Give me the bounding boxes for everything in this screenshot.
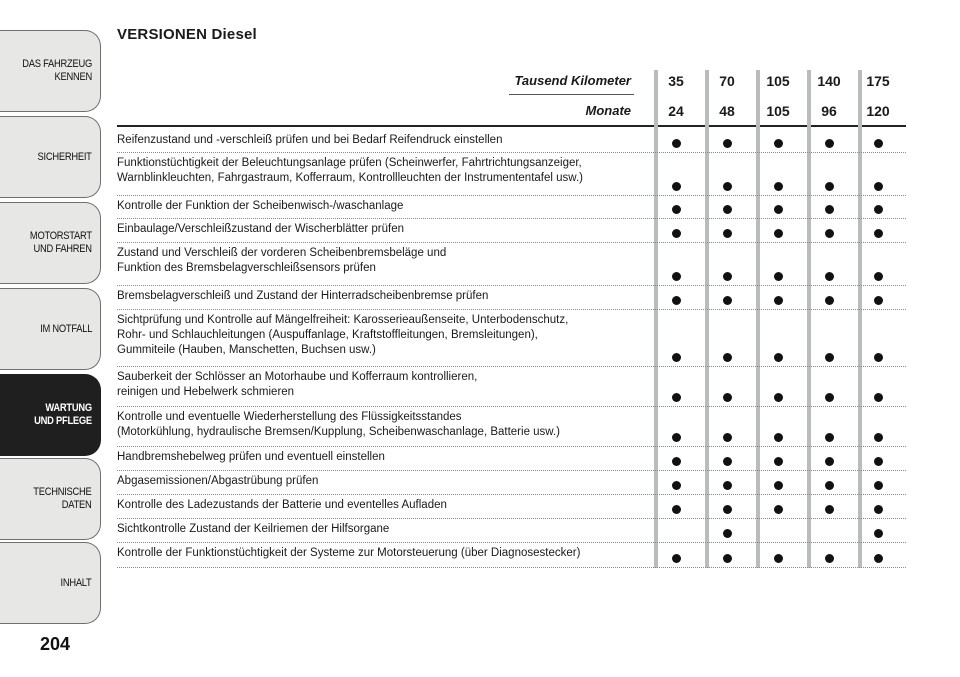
table-row — [117, 310, 906, 367]
row-description-line: Sichtkontrolle Zustand der Keilriemen der Hilfsorgane — [117, 523, 390, 535]
service-mark-dot — [774, 205, 783, 214]
row-description-line: Abgasemissionen/Abgastrübung prüfen — [117, 475, 319, 487]
row-description — [117, 546, 657, 561]
row-description-line: Kontrolle des Ladezustands der Batterie und eventelles Aufladen — [117, 499, 447, 511]
service-mark-dot — [874, 393, 883, 402]
km-interval: 70 — [719, 73, 735, 89]
row-description — [117, 133, 657, 148]
row-description-line: Reifenzustand und -verschleiß prüfen und bei Bedarf Reifendruck einstellen — [117, 134, 503, 146]
service-mark-dot — [825, 505, 834, 514]
service-mark-dot — [774, 272, 783, 281]
row-description — [117, 474, 657, 489]
table-row — [117, 407, 906, 447]
service-mark-dot — [774, 296, 783, 305]
service-mark-dot — [825, 296, 834, 305]
service-mark-dot — [825, 229, 834, 238]
row-description — [117, 522, 657, 537]
service-mark-dot — [825, 139, 834, 148]
service-mark-dot — [774, 554, 783, 563]
table-row — [117, 286, 906, 310]
chapter-tab-4[interactable] — [0, 288, 101, 370]
row-description — [117, 246, 657, 276]
row-description-line: Kontrolle der Funktionstüchtigkeit der Systeme zur Motorsteuerung (über Diagnosestecker) — [117, 547, 581, 559]
table-row — [117, 243, 906, 286]
service-mark-dot — [672, 433, 681, 442]
service-mark-dot — [723, 182, 732, 191]
month-interval: 24 — [668, 103, 684, 119]
service-mark-dot — [874, 481, 883, 490]
row-description-line: (Motorkühlung, hydraulische Bremsen/Kupplung, Scheibenwaschanlage, Batterie usw.) — [117, 426, 561, 438]
table-row — [117, 471, 906, 495]
month-interval: 105 — [766, 103, 790, 119]
service-mark-dot — [774, 433, 783, 442]
table-row — [117, 495, 906, 519]
service-mark-dot — [672, 296, 681, 305]
service-mark-dot — [723, 353, 732, 362]
service-mark-dot — [825, 457, 834, 466]
row-description-line: Kontrolle der Funktion der Scheibenwisch-/waschanlage — [117, 200, 404, 212]
service-mark-dot — [672, 505, 681, 514]
service-mark-dot — [874, 457, 883, 466]
chapter-tab-7[interactable] — [0, 542, 101, 624]
service-mark-dot — [723, 481, 732, 490]
chapter-tab-6[interactable] — [0, 458, 101, 540]
service-mark-dot — [825, 393, 834, 402]
service-mark-dot — [825, 182, 834, 191]
table-row — [117, 130, 906, 153]
service-mark-dot — [825, 205, 834, 214]
service-mark-dot — [774, 353, 783, 362]
service-mark-dot — [874, 272, 883, 281]
header-rule — [117, 125, 906, 127]
header-months-label: Monate — [585, 103, 631, 118]
service-mark-dot — [774, 229, 783, 238]
service-mark-dot — [672, 481, 681, 490]
service-mark-dot — [874, 554, 883, 563]
row-description-line: Sauberkeit der Schlösser an Motorhaube und Kofferraum kontrollieren, — [117, 371, 478, 383]
month-interval: 48 — [719, 103, 735, 119]
service-mark-dot — [672, 229, 681, 238]
chapter-tab-1[interactable] — [0, 30, 101, 112]
chapter-tab-2[interactable] — [0, 116, 101, 198]
chapter-tab-label: WARTUNG UND PFLEGE — [34, 402, 92, 427]
row-description — [117, 156, 657, 186]
service-mark-dot — [874, 529, 883, 538]
table-row — [117, 543, 906, 568]
row-description — [117, 410, 657, 440]
row-description-line: Funktionstüchtigkeit der Beleuchtungsanlage prüfen (Scheinwerfer, Fahrtrichtungsanzeiger, — [117, 157, 582, 169]
chapter-tab-label: TECHNISCHE DATEN — [33, 486, 92, 511]
service-mark-dot — [723, 393, 732, 402]
table-row — [117, 153, 906, 196]
service-mark-dot — [774, 505, 783, 514]
month-interval: 96 — [821, 103, 837, 119]
row-description-line: reinigen und Hebelwerk schmieren — [117, 386, 295, 398]
service-mark-dot — [825, 433, 834, 442]
row-description-line: Gummiteile (Hauben, Manschetten, Buchsen usw.) — [117, 344, 376, 356]
table-row — [117, 219, 906, 243]
row-description — [117, 199, 657, 214]
service-mark-dot — [672, 353, 681, 362]
service-mark-dot — [774, 139, 783, 148]
row-description-line: Funktion des Bremsbelagverschleißsensors prüfen — [117, 262, 376, 274]
service-mark-dot — [723, 529, 732, 538]
km-interval: 35 — [668, 73, 684, 89]
service-mark-dot — [874, 205, 883, 214]
km-interval: 140 — [817, 73, 841, 89]
service-mark-dot — [672, 457, 681, 466]
service-mark-dot — [774, 481, 783, 490]
service-mark-dot — [723, 272, 732, 281]
header-km-label: Tausend Kilometer — [514, 73, 631, 88]
service-mark-dot — [723, 457, 732, 466]
section-title: VERSIONEN Diesel — [117, 26, 257, 43]
table-row — [117, 196, 906, 219]
service-mark-dot — [672, 393, 681, 402]
page-number: 204 — [40, 634, 71, 654]
chapter-tab-3[interactable] — [0, 202, 101, 284]
service-mark-dot — [723, 296, 732, 305]
row-description — [117, 498, 657, 513]
service-mark-dot — [723, 139, 732, 148]
header-divider — [509, 94, 634, 95]
service-mark-dot — [672, 205, 681, 214]
chapter-tab-label: INHALT — [60, 576, 92, 589]
service-mark-dot — [723, 433, 732, 442]
km-interval: 175 — [866, 73, 890, 89]
service-mark-dot — [672, 182, 681, 191]
table-row — [117, 519, 906, 543]
chapter-tab-label: MOTORSTART UND FAHREN — [30, 230, 92, 255]
service-mark-dot — [774, 393, 783, 402]
row-description-line: Rohr- und Schlauchleitungen (Auspuffanlage, Kraftstoffleitungen, Bremsleitungen), — [117, 329, 538, 341]
service-mark-dot — [723, 205, 732, 214]
service-mark-dot — [874, 353, 883, 362]
chapter-tab-label: DAS FAHRZEUG KENNEN — [22, 58, 92, 83]
service-mark-dot — [874, 296, 883, 305]
chapter-tab-label: SICHERHEIT — [37, 150, 92, 163]
service-mark-dot — [874, 182, 883, 191]
chapter-tab-label: IM NOTFALL — [39, 322, 92, 335]
service-mark-dot — [723, 229, 732, 238]
service-mark-dot — [723, 554, 732, 563]
service-mark-dot — [825, 554, 834, 563]
row-description-line: Zustand und Verschleiß der vorderen Scheibenbremsbeläge und — [117, 247, 447, 259]
row-description — [117, 222, 657, 237]
row-description-line: Kontrolle und eventuelle Wiederherstellung des Flüssigkeitsstandes — [117, 411, 462, 423]
service-mark-dot — [672, 554, 681, 563]
service-mark-dot — [874, 139, 883, 148]
service-mark-dot — [672, 272, 681, 281]
row-description-line: Handbremshebelweg prüfen und eventuell einstellen — [117, 451, 385, 463]
row-description-line: Einbaulage/Verschleißzustand der Wischerblätter prüfen — [117, 223, 405, 235]
table-row — [117, 447, 906, 471]
service-mark-dot — [874, 433, 883, 442]
chapter-tab-5[interactable] — [0, 374, 101, 456]
row-description — [117, 313, 657, 358]
service-mark-dot — [723, 505, 732, 514]
service-mark-dot — [874, 229, 883, 238]
month-interval: 120 — [866, 103, 890, 119]
row-description-line: Bremsbelagverschleiß und Zustand der Hinterradscheibenbremse prüfen — [117, 290, 489, 302]
service-mark-dot — [825, 272, 834, 281]
row-description-line: Warnblinkleuchten, Fahrgastraum, Kofferraum, Kontrollleuchten der Instrumententafel usw.) — [117, 172, 583, 184]
service-mark-dot — [874, 505, 883, 514]
service-mark-dot — [774, 457, 783, 466]
row-description — [117, 370, 657, 400]
row-description-line: Sichtprüfung und Kontrolle auf Mängelfreiheit: Karosserieaußenseite, Unterbodenschutz, — [117, 314, 569, 326]
service-mark-dot — [672, 139, 681, 148]
service-mark-dot — [774, 182, 783, 191]
row-description — [117, 289, 657, 304]
service-mark-dot — [825, 481, 834, 490]
service-mark-dot — [825, 353, 834, 362]
km-interval: 105 — [766, 73, 790, 89]
row-description — [117, 450, 657, 465]
table-row — [117, 367, 906, 407]
